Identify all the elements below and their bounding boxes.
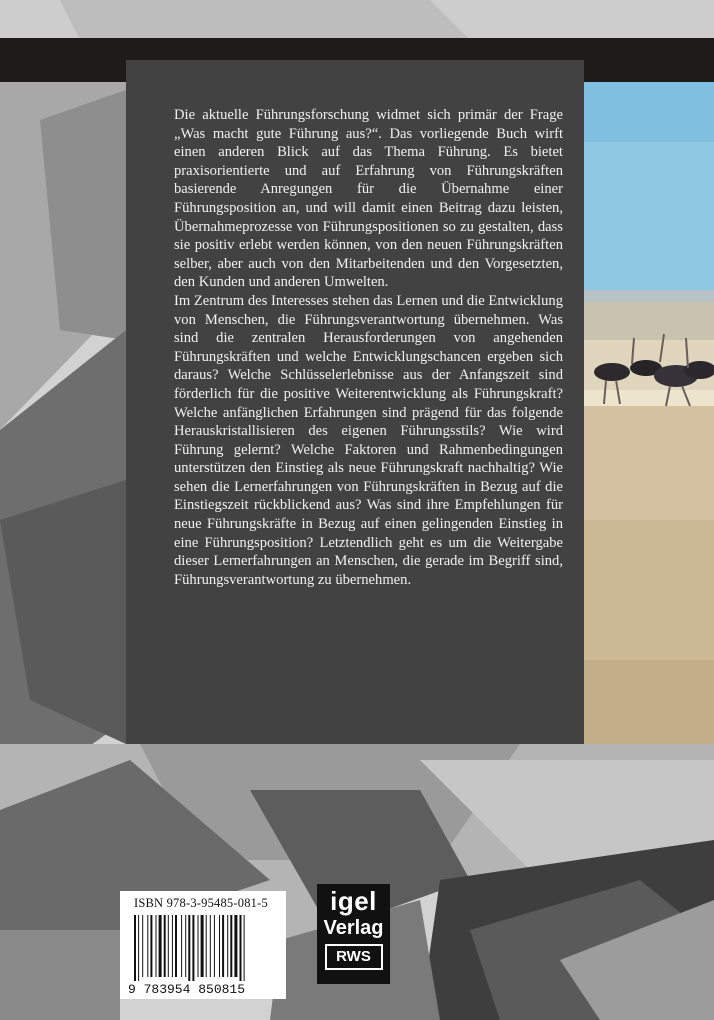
barcode-bar xyxy=(219,915,220,977)
barcode-bar xyxy=(227,915,228,977)
barcode-bar xyxy=(240,915,242,981)
barcode-bar xyxy=(192,915,194,981)
barcode-bar xyxy=(185,915,186,977)
barcode-bar xyxy=(134,915,136,981)
barcode-bar xyxy=(234,915,237,977)
blurb-text: Die aktuelle Führungsforschung widmet sich primär der Frage „Was macht gute Führung aus?“. Das vorliegende Buch wirft einen anderen Blick auf das Thema Führung. Es bietet praxisorientierte und auf Erfahrung von Führungskräften basierende Anregungen für die Übernahme einer Führungsposition an, und will damit einen Beitrag dazu leisten, Übernahmeprozesse von Führungspositionen so zu gestalten, dass sie positiv erlebt werden können, von den neuen Führungskräften selber, aber auch von den Mitarbeitenden und den Vorgesetzten, den Kunden und anderen Umwelten. Im Zentrum des Interesses stehen das Lernen und die Entwicklung von Menschen, die Führungsverantwortung übernehmen. Was sind die zentralen Herausforderungen von angehenden Führungskräften und welche Entwicklungschancen ergeben sich daraus? Welche Schlüsselerlebnisse aus der Anfangszeit sind förderlich für die positive Weiterentwicklung als Führungskraft? Welche anfänglichen Erfahrungen sind prägend für das folgende Herauskristallisieren des eigenen Führungsstils? Wie wird Führung gelernt? Welche Faktoren und Rahmenbedingungen unterstützen den Einstieg als neue Führungskraft nachhaltig? Wie sehen die Lernerfahrungen von Führungskräften in Bezug auf die Einstiegszeit rückblickend aus? Was sind ihre Empfehlungen für neue Führungskräfte in Bezug auf einen gelingenden Einstieg in eine Führungsposition? Letztendlich geht es um die Weitergabe dieser Lernerfahrungen an Menschen, die gerade im Begriff sind, Führungsverantwortung zu übernehmen. xyxy=(174,107,563,588)
barcode-bar xyxy=(206,915,207,977)
barcode-bar xyxy=(244,915,245,981)
barcode-bar xyxy=(198,915,199,977)
barcode-digits: 9 783954 850815 xyxy=(128,982,246,995)
barcode-bar xyxy=(159,915,162,977)
ostrich xyxy=(594,363,630,381)
barcode-bar xyxy=(156,915,157,977)
barcode-bar xyxy=(222,915,224,977)
barcode-bar xyxy=(230,915,232,977)
publisher-logo xyxy=(317,884,390,984)
barcode-bar xyxy=(138,915,139,981)
publisher-logo-verlag: Verlag xyxy=(323,917,384,939)
barcode-bar xyxy=(214,915,215,977)
barcode-bar xyxy=(147,915,148,977)
barcode-bar xyxy=(142,915,143,977)
barcode-bar xyxy=(164,915,166,977)
savanna-photo xyxy=(584,82,714,744)
isbn-block xyxy=(120,891,286,999)
barcode-bar xyxy=(172,915,173,977)
barcode-bar xyxy=(181,915,182,977)
publisher-logo-igel: igel xyxy=(330,886,377,916)
blurb-panel xyxy=(126,60,584,744)
barcode-bar xyxy=(210,915,211,977)
barcode-bar xyxy=(175,915,177,977)
isbn-label: ISBN 978-3-95485-081-5 xyxy=(134,896,268,910)
barcode xyxy=(126,913,280,995)
barcode-bar xyxy=(168,915,169,977)
barcode-bar xyxy=(188,915,190,981)
publisher-logo-rws: RWS xyxy=(325,944,383,970)
barcode-bar xyxy=(150,915,152,977)
barcode-bar xyxy=(201,915,204,977)
